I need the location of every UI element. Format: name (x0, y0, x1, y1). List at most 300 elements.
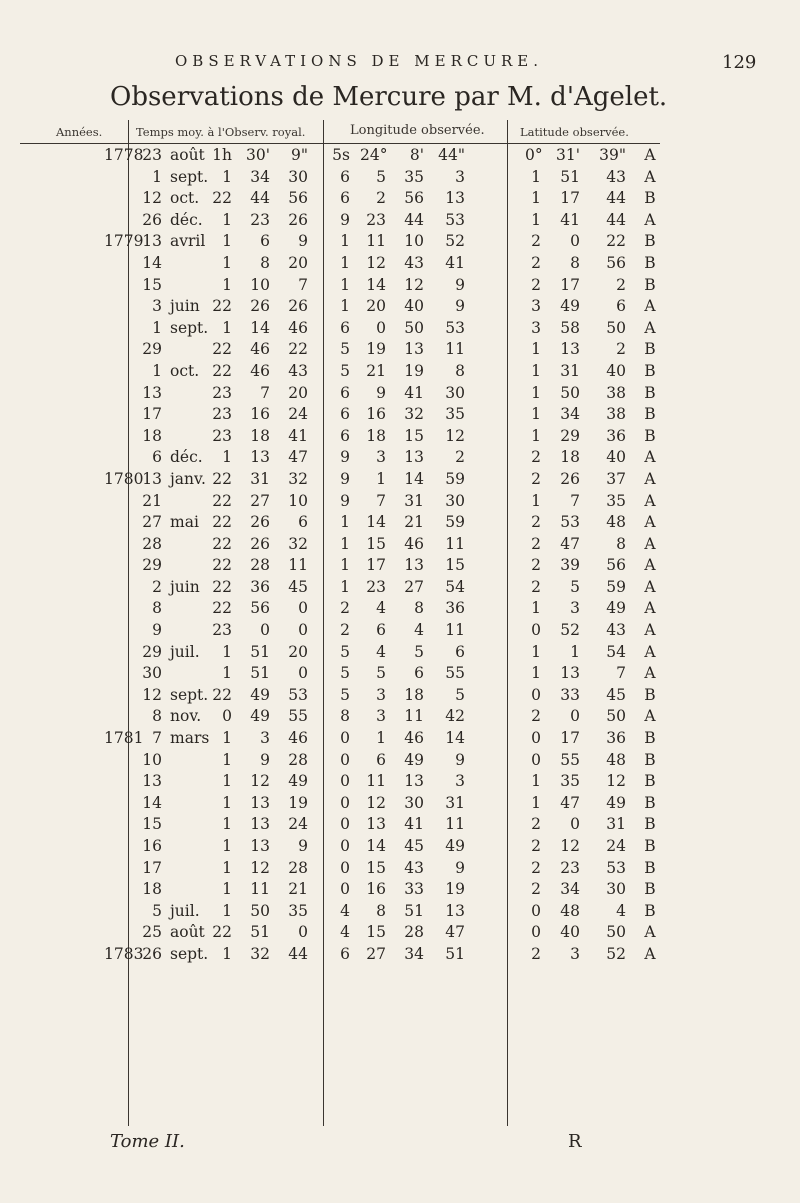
cell-letter: A (644, 707, 656, 726)
cell-day: 14 (142, 793, 162, 812)
cell-lo-d: 23 (366, 210, 386, 229)
cell-m: 51 (250, 642, 270, 661)
cell-h: 1 (222, 772, 232, 791)
cell-lo-m: 49 (404, 750, 424, 769)
cell-la-d: 2 (531, 253, 541, 272)
cell-la-d: 2 (531, 556, 541, 575)
cell-signs: 1 (340, 556, 350, 575)
table-row (0, 859, 800, 881)
cell-s: 47 (288, 448, 308, 467)
cell-lo-m: 8 (414, 599, 424, 618)
cell-lo-m: 43 (404, 253, 424, 272)
cell-lo-s: 13 (445, 901, 465, 920)
cell-lo-m: 13 (404, 556, 424, 575)
cell-la-m: 41 (560, 210, 580, 229)
cell-lo-s: 42 (445, 707, 465, 726)
cell-la-s: 59 (606, 577, 626, 596)
table-row (0, 815, 800, 837)
cell-la-s: 45 (606, 685, 626, 704)
cell-signs: 9 (340, 210, 350, 229)
cell-day: 13 (142, 469, 162, 488)
cell-lo-m: 13 (404, 772, 424, 791)
cell-letter: A (644, 621, 656, 640)
table-row (0, 664, 800, 686)
cell-s: 6 (298, 513, 308, 532)
cell-month: juin (170, 577, 200, 596)
cell-letter: B (644, 793, 656, 812)
cell-lo-d: 3 (376, 707, 386, 726)
cell-la-d: 1 (531, 383, 541, 402)
cell-lo-m: 51 (404, 901, 424, 920)
cell-la-s: 37 (606, 469, 626, 488)
cell-la-m: 12 (560, 837, 580, 855)
cell-m: 51 (250, 664, 270, 683)
cell-h: 1 (222, 275, 232, 294)
cell-lo-s: 15 (445, 556, 465, 575)
cell-signs: 5 (340, 664, 350, 683)
cell-h: 22 (212, 513, 232, 532)
cell-signs: 0 (340, 772, 350, 791)
cell-day: 8 (152, 599, 162, 618)
cell-la-s: 50 (606, 318, 626, 337)
cell-la-m: 34 (560, 405, 580, 424)
cell-la-s: 50 (606, 707, 626, 726)
cell-day: 29 (142, 340, 162, 359)
cell-letter: B (644, 340, 656, 359)
cell-letter: B (644, 858, 656, 877)
cell-lo-d: 13 (366, 815, 386, 834)
cell-letter: B (644, 685, 656, 704)
cell-letter: A (644, 297, 656, 316)
cell-lo-d: 14 (366, 837, 386, 855)
cell-m: 3 (260, 729, 270, 748)
table-row (0, 794, 800, 816)
cell-day: 12 (142, 685, 162, 704)
cell-signs: 9 (340, 469, 350, 488)
cell-letter: A (644, 491, 656, 510)
cell-day: 21 (142, 491, 162, 510)
cell-letter: A (644, 469, 656, 488)
cell-lo-m: 46 (404, 729, 424, 748)
cell-s: 0 (298, 599, 308, 618)
cell-lo-s: 55 (445, 664, 465, 683)
cell-lo-d: 4 (376, 599, 386, 618)
header-annees: Années. (56, 125, 103, 139)
cell-lo-s: 11 (445, 340, 465, 359)
cell-signs: 1 (340, 577, 350, 596)
cell-lo-s: 11 (445, 621, 465, 640)
cell-month: sept. (170, 944, 209, 963)
tome-label: Tome II. (110, 1131, 185, 1152)
table-row (0, 902, 800, 924)
cell-lo-m: 8' (409, 146, 424, 164)
cell-lo-m: 30 (404, 793, 424, 812)
cell-la-s: 4 (616, 901, 626, 920)
cell-la-m: 39 (560, 556, 580, 575)
cell-month: août (170, 923, 205, 942)
table-row (0, 880, 800, 902)
cell-letter: A (644, 448, 656, 467)
cell-signs: 0 (340, 793, 350, 812)
cell-la-d: 1 (531, 642, 541, 661)
cell-lo-d: 6 (376, 750, 386, 769)
cell-h: 1 (222, 642, 232, 661)
cell-s: 45 (288, 577, 308, 596)
cell-s: 7 (298, 275, 308, 294)
cell-la-s: 38 (606, 405, 626, 424)
cell-la-d: 0 (531, 621, 541, 640)
cell-lo-s: 53 (445, 210, 465, 229)
cell-signs: 4 (340, 923, 350, 942)
cell-la-m: 35 (560, 772, 580, 791)
cell-letter: A (644, 923, 656, 942)
cell-day: 1 (152, 167, 162, 186)
cell-s: 35 (288, 901, 308, 920)
cell-s: 20 (288, 253, 308, 272)
table-row (0, 535, 800, 557)
cell-lo-s: 30 (445, 491, 465, 510)
cell-letter: B (644, 232, 656, 251)
table-row (0, 405, 800, 427)
cell-la-d: 0 (531, 901, 541, 920)
cell-la-d: 1 (531, 491, 541, 510)
cell-la-m: 0 (570, 232, 580, 251)
page-footer (0, 1131, 800, 1157)
cell-letter: B (644, 815, 656, 834)
cell-la-s: 24 (606, 837, 626, 855)
observations-table (0, 146, 800, 967)
cell-la-m: 31' (556, 146, 580, 164)
cell-letter: B (644, 361, 656, 380)
cell-la-d: 2 (531, 880, 541, 899)
cell-signs: 5s (332, 146, 350, 164)
table-row (0, 686, 800, 708)
cell-lo-d: 27 (366, 944, 386, 963)
cell-la-d: 1 (531, 210, 541, 229)
cell-signs: 6 (340, 426, 350, 445)
cell-la-s: 8 (616, 534, 626, 553)
cell-h: 23 (212, 405, 232, 424)
cell-day: 26 (142, 210, 162, 229)
cell-la-s: 22 (606, 232, 626, 251)
cell-lo-s: 59 (445, 469, 465, 488)
cell-m: 49 (250, 707, 270, 726)
cell-signs: 6 (340, 383, 350, 402)
cell-s: 55 (288, 707, 308, 726)
cell-m: 11 (250, 880, 270, 899)
cell-la-m: 34 (560, 880, 580, 899)
table-row (0, 599, 800, 621)
cell-s: 41 (288, 426, 308, 445)
cell-signs: 0 (340, 750, 350, 769)
cell-m: 0 (260, 621, 270, 640)
table-row (0, 492, 800, 514)
cell-lo-m: 19 (404, 361, 424, 380)
cell-lo-m: 18 (404, 685, 424, 704)
cell-la-s: 40 (606, 361, 626, 380)
cell-h: 22 (212, 556, 232, 575)
cell-la-s: 49 (606, 599, 626, 618)
cell-lo-d: 8 (376, 901, 386, 920)
cell-h: 22 (212, 577, 232, 596)
cell-la-s: 48 (606, 513, 626, 532)
table-row (0, 470, 800, 492)
cell-day: 15 (142, 815, 162, 834)
table-row (0, 513, 800, 535)
cell-lo-d: 16 (366, 405, 386, 424)
cell-la-d: 2 (531, 448, 541, 467)
table-row (0, 189, 800, 211)
cell-day: 29 (142, 556, 162, 575)
cell-la-s: 53 (606, 858, 626, 877)
cell-la-d: 2 (531, 944, 541, 963)
cell-h: 1 (222, 750, 232, 769)
cell-signs: 1 (340, 297, 350, 316)
cell-h: 22 (212, 189, 232, 208)
cell-day: 28 (142, 534, 162, 553)
cell-la-d: 2 (531, 275, 541, 294)
cell-m: 46 (250, 361, 270, 380)
cell-day: 13 (142, 383, 162, 402)
cell-letter: B (644, 729, 656, 748)
cell-la-s: 40 (606, 448, 626, 467)
cell-lo-d: 12 (366, 793, 386, 812)
cell-la-m: 3 (570, 944, 580, 963)
cell-h: 23 (212, 426, 232, 445)
cell-m: 12 (250, 858, 270, 877)
cell-la-d: 1 (531, 599, 541, 618)
cell-signs: 6 (340, 318, 350, 337)
cell-lo-d: 1 (376, 469, 386, 488)
cell-s: 9" (291, 146, 308, 164)
cell-day: 13 (142, 772, 162, 791)
cell-lo-d: 24° (360, 146, 388, 164)
table-row (0, 146, 800, 168)
cell-day: 30 (142, 664, 162, 683)
cell-la-s: 44 (606, 210, 626, 229)
cell-la-s: 35 (606, 491, 626, 510)
cell-s: 24 (288, 405, 308, 424)
cell-month: janv. (170, 469, 206, 488)
cell-m: 16 (250, 405, 270, 424)
cell-signs: 1 (340, 253, 350, 272)
cell-letter: A (644, 944, 656, 963)
cell-lo-s: 49 (445, 837, 465, 855)
cell-m: 12 (250, 772, 270, 791)
cell-la-m: 51 (560, 167, 580, 186)
cell-s: 0 (298, 621, 308, 640)
cell-la-d: 3 (531, 318, 541, 337)
table-row (0, 427, 800, 449)
cell-s: 9 (298, 232, 308, 251)
cell-lo-s: 5 (455, 685, 465, 704)
cell-signs: 9 (340, 491, 350, 510)
cell-la-d: 1 (531, 189, 541, 208)
cell-signs: 0 (340, 729, 350, 748)
cell-la-m: 47 (560, 534, 580, 553)
cell-lo-s: 3 (455, 772, 465, 791)
cell-lo-d: 14 (366, 275, 386, 294)
cell-letter: A (644, 664, 656, 683)
cell-day: 5 (152, 901, 162, 920)
cell-h: 22 (212, 923, 232, 942)
table-row (0, 945, 800, 967)
cell-day: 18 (142, 880, 162, 899)
cell-letter: B (644, 189, 656, 208)
cell-lo-d: 6 (376, 621, 386, 640)
cell-la-m: 49 (560, 297, 580, 316)
cell-la-s: 48 (606, 750, 626, 769)
cell-s: 0 (298, 664, 308, 683)
cell-la-s: 50 (606, 923, 626, 942)
cell-lo-s: 52 (445, 232, 465, 251)
cell-la-d: 2 (531, 815, 541, 834)
table-row (0, 340, 800, 362)
table-row (0, 772, 800, 794)
cell-signs: 0 (340, 880, 350, 899)
cell-la-d: 0 (531, 750, 541, 769)
cell-s: 44 (288, 944, 308, 963)
cell-lo-s: 11 (445, 534, 465, 553)
signature-mark: R (568, 1131, 582, 1152)
cell-la-m: 52 (560, 621, 580, 640)
table-row (0, 643, 800, 665)
cell-lo-s: 14 (445, 729, 465, 748)
cell-la-s: 43 (606, 167, 626, 186)
cell-lo-s: 54 (445, 577, 465, 596)
cell-year: 1778 (104, 146, 144, 164)
cell-s: 0 (298, 923, 308, 942)
cell-lo-m: 21 (404, 513, 424, 532)
cell-lo-d: 0 (376, 318, 386, 337)
running-title: OBSERVATIONS DE MERCURE. (175, 52, 544, 70)
cell-m: 32 (250, 944, 270, 963)
cell-la-s: 43 (606, 621, 626, 640)
cell-h: 1 (222, 210, 232, 229)
cell-lo-d: 21 (366, 361, 386, 380)
cell-h: 1 (222, 448, 232, 467)
cell-la-d: 1 (531, 426, 541, 445)
cell-la-m: 31 (560, 361, 580, 380)
cell-signs: 2 (340, 621, 350, 640)
cell-m: 9 (260, 750, 270, 769)
cell-letter: A (644, 577, 656, 596)
cell-lo-m: 35 (404, 167, 424, 186)
cell-h: 22 (212, 685, 232, 704)
cell-h: 22 (212, 361, 232, 380)
cell-lo-d: 5 (376, 167, 386, 186)
cell-s: 10 (288, 491, 308, 510)
cell-m: 31 (250, 469, 270, 488)
cell-la-m: 17 (560, 275, 580, 294)
cell-lo-m: 13 (404, 448, 424, 467)
cell-m: 23 (250, 210, 270, 229)
cell-day: 6 (152, 448, 162, 467)
cell-la-s: 38 (606, 383, 626, 402)
table-row (0, 556, 800, 578)
cell-lo-d: 15 (366, 923, 386, 942)
cell-lo-d: 20 (366, 297, 386, 316)
cell-lo-s: 59 (445, 513, 465, 532)
cell-la-d: 1 (531, 772, 541, 791)
cell-lo-s: 41 (445, 253, 465, 272)
cell-la-s: 52 (606, 944, 626, 963)
cell-la-s: 54 (606, 642, 626, 661)
cell-lo-d: 15 (366, 534, 386, 553)
cell-la-d: 2 (531, 858, 541, 877)
table-row (0, 276, 800, 298)
cell-lo-d: 23 (366, 577, 386, 596)
cell-s: 22 (288, 340, 308, 359)
cell-day: 13 (142, 232, 162, 251)
cell-year: 1781 (104, 729, 144, 748)
cell-la-m: 0 (570, 815, 580, 834)
cell-h: 1 (222, 253, 232, 272)
cell-lo-s: 19 (445, 880, 465, 899)
table-row (0, 448, 800, 470)
cell-lo-m: 56 (404, 189, 424, 208)
cell-la-d: 1 (531, 361, 541, 380)
cell-letter: B (644, 772, 656, 791)
cell-h: 1 (222, 901, 232, 920)
cell-la-m: 8 (570, 253, 580, 272)
cell-la-s: 31 (606, 815, 626, 834)
cell-day: 25 (142, 923, 162, 942)
cell-la-m: 58 (560, 318, 580, 337)
cell-lo-s: 2 (455, 448, 465, 467)
cell-lo-m: 31 (404, 491, 424, 510)
cell-lo-m: 43 (404, 858, 424, 877)
cell-day: 9 (152, 621, 162, 640)
cell-la-d: 0 (531, 923, 541, 942)
cell-s: 26 (288, 297, 308, 316)
cell-year: 1780 (104, 469, 144, 488)
cell-la-m: 13 (560, 340, 580, 359)
cell-h: 1 (222, 793, 232, 812)
page-title: Observations de Mercure par M. d'Agelet. (110, 82, 668, 112)
cell-la-s: 49 (606, 793, 626, 812)
cell-m: 51 (250, 923, 270, 942)
table-row (0, 707, 800, 729)
cell-month: déc. (170, 210, 203, 229)
cell-h: 1 (222, 167, 232, 186)
cell-la-d: 3 (531, 297, 541, 316)
cell-month: oct. (170, 189, 200, 208)
cell-letter: B (644, 405, 656, 424)
cell-year: 1783 (104, 944, 144, 963)
cell-h: 1 (222, 858, 232, 877)
cell-lo-m: 33 (404, 880, 424, 899)
cell-lo-m: 44 (404, 210, 424, 229)
cell-signs: 1 (340, 534, 350, 553)
cell-s: 56 (288, 189, 308, 208)
cell-m: 46 (250, 340, 270, 359)
cell-signs: 0 (340, 837, 350, 855)
header-latitude: Latitude observée. (520, 125, 629, 139)
cell-month: avril (170, 232, 206, 251)
cell-month: sept. (170, 685, 209, 704)
cell-la-s: 56 (606, 253, 626, 272)
cell-lo-d: 16 (366, 880, 386, 899)
cell-month: mars (170, 729, 210, 748)
cell-signs: 0 (340, 815, 350, 834)
cell-la-m: 7 (570, 491, 580, 510)
cell-letter: B (644, 426, 656, 445)
cell-lo-d: 12 (366, 253, 386, 272)
cell-signs: 6 (340, 944, 350, 963)
table-row (0, 319, 800, 341)
cell-lo-d: 3 (376, 685, 386, 704)
